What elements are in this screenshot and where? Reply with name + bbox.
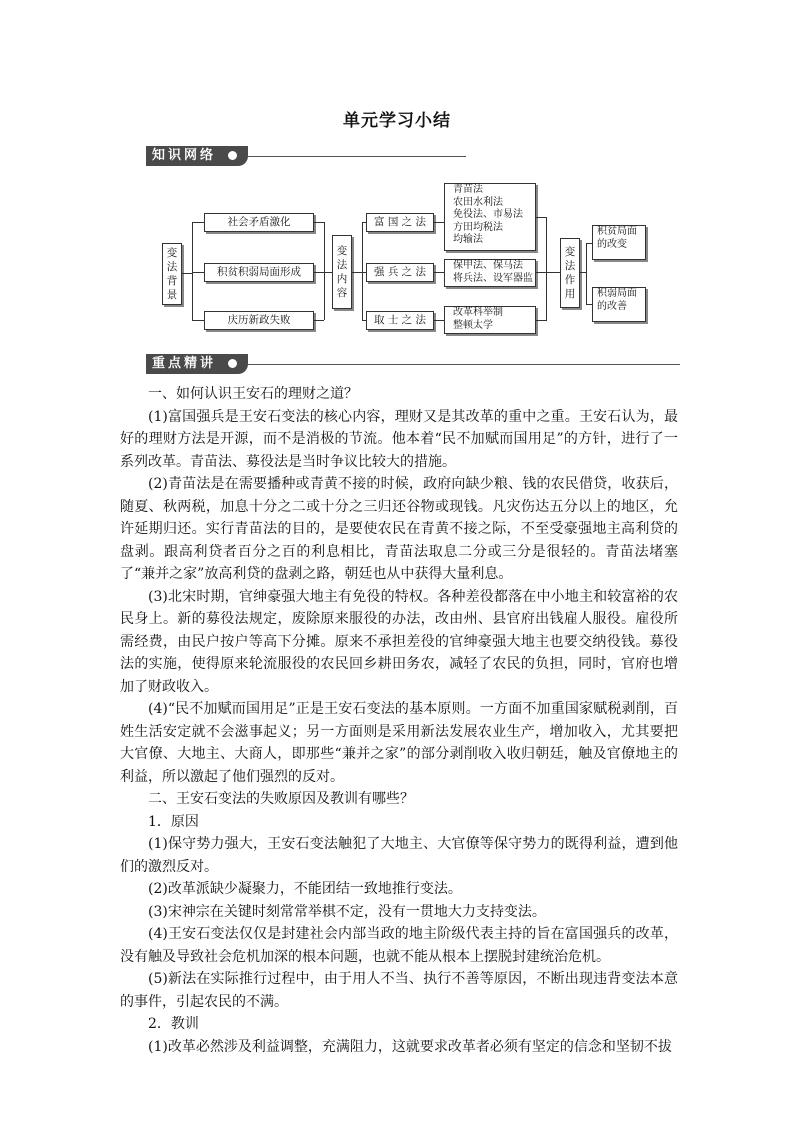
diagram-effect-1: 积贫局面 的改变 [592,225,646,260]
diagram-cause-1: 社会矛盾激化 [204,213,314,232]
bullet-icon [228,151,237,160]
diagram-effect-2: 积弱局面 的改善 [592,287,646,322]
diagram-qushi-items: 改革科举制 整顿太学 [444,306,536,334]
diagram-background-box: 变 法 背 景 [162,243,182,305]
body-content [120,383,678,1058]
diagram-method-fuguo: 富 国 之 法 [366,213,434,232]
diagram-content-box: 变 法 内 容 [332,235,352,309]
diagram-cause-3: 庆历新政失败 [204,311,314,330]
page-title: 单元学习小结 [343,111,451,131]
diagram-method-qushi: 取 士 之 法 [366,311,434,330]
paragraph: (5)新法在实际推行过程中，由于用人不当、执行不善等原因，不断出现违背变法本意的事件，引起农民的不满。 [120,971,678,1010]
paragraph: (1)改革必然涉及利益调整，充满阻力，这就要求改革者必须有坚定的信念和坚韧不拔 [148,1038,672,1055]
paragraph: (2)青苗法是在需要播种或青黄不接的时候，政府向缺少粮、钱的农民借贷，收获后，随夏、秋两税，加息十分之二或十分之三归还谷物或现钱。凡灾伤达五分以上的地区，允许延期归还。实行青苗法的目的，是要使农民在青黄不接之际，不至受豪强地主高利贷的盘剥。跟高利贷者百分之百的利息相比，青苗法取息二分或三分是很轻的。青苗法堵塞了“兼并之家”放高利贷的盘剥之路，朝廷也从中获得大量利息。 [120,476,678,582]
subheading-lessons: 2．教训 [148,1016,199,1032]
paragraph: (4)“民不加赋而国用足”正是王安石变法的基本原则。一方面不加重国家赋税剥削，百姓生活安定就不会滋事起义；另一方面则是采用新法发展农业生产，增加收入，尤其要把大官僚、大地主、大商人，即那些“兼并之家”的部分剥削收入收归朝廷，触及官僚地主的利益，所以激起了他们强烈的反对。 [120,701,678,785]
paragraph: (4)王安石变法仅仅是封建社会内部当政的地主阶级代表主持的旨在富国强兵的改革，没有触及导致社会危机加深的根本问题，也就不能从根本上摆脱封建统治危机。 [120,926,678,965]
diagram-fuguo-items: 青苗法 农田水利法 免役法、市易法 方田均税法 均输法 [444,183,536,251]
question-heading-2: 二、王安石变法的失败原因及教训有哪些？ [148,791,414,807]
paragraph: (1)富国强兵是王安石变法的核心内容，理财又是其改革的重中之重。王安石认为，最好的理财方法是开源，而不是消极的节流。他本着“民不加赋而国用足”的方针，进行了一系列改革。青苗法、募役法是当时争议比较大的措施。 [120,408,678,470]
section-tab-network: 知识网络 [146,146,248,166]
question-heading-1: 一、如何认识王安石的理财之道？ [148,386,358,402]
diagram-effect-box: 变 法 作 用 [560,238,580,308]
subheading-reasons: 1．原因 [148,813,199,830]
paragraph: (3)宋神宗在关键时刻常常举棋不定，没有一贯地大力支持变法。 [148,903,546,920]
diagram-qiangbing-items: 保甲法、保马法 将兵法、设军器监 [444,259,536,287]
diagram-method-qiangbing: 强 兵 之 法 [366,263,434,282]
section-tab-key-points: 重点精讲 [146,354,248,374]
section-header-network [146,146,466,166]
paragraph: (2)改革派缺少凝聚力，不能团结一致地推行变法。 [148,881,462,897]
section-header-key-points [146,354,680,374]
paragraph: (1)保守势力强大，王安石变法触犯了大地主、大官僚等保守势力的既得利益，遭到他们的激烈反对。 [120,836,678,875]
paragraph: (3)北宋时期，官绅豪强大地主有免役的特权。各种差役都落在中小地主和较富裕的农民身上。新的募役法规定，废除原来服役的办法，改由州、县官府出钱雇人服役。雇役所需经费，由民户按户等高下分摊。原来不承担差役的官绅豪强大地主也要交纳役钱。募役法的实施，使得原来轮流服役的农民回乡耕田务农，减轻了农民的负担，同时，官府也增加了财政收入。 [120,588,678,695]
bullet-icon [228,359,237,368]
diagram-cause-2: 积贫积弱局面形成 [204,263,314,282]
